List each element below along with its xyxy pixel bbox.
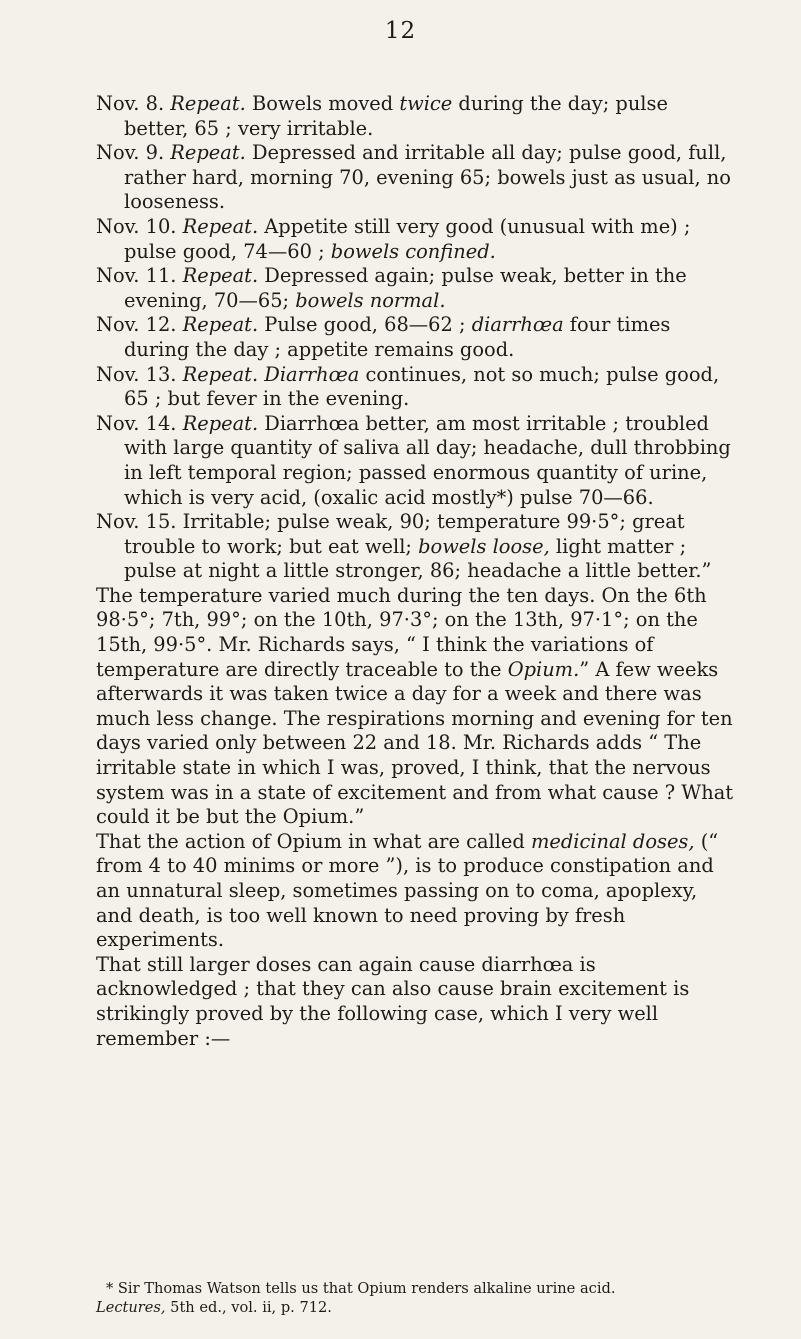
diary-entry-nov-10: Nov. 10. Repeat. Appetite still very good (unusual with me) ; pulse good, 74—60 ; bowels confined. <box>96 214 691 263</box>
diary-entry-nov-12: Nov. 12. Repeat. Pulse good, 68—62 ; diarrhœa four times during the day ; appetite remains good. <box>96 313 671 361</box>
page-number: 12 <box>384 18 417 44</box>
footnote-text: * Sir Thomas Watson tells us that Opium renders alkaline urine acid. <box>106 1280 616 1297</box>
body-text <box>96 92 734 1051</box>
diary-entry-nov-15: Nov. 15. Irritable; pulse weak, 90; temperature 99·5°; great trouble to work; but eat well; bowels loose, light matter ; pulse at night a little stronger, 86; headache a little better.” <box>96 510 712 583</box>
footnote <box>96 1279 736 1317</box>
paragraph-larger-doses: That still larger doses can again cause diarrhœa is acknowledged ; that they can also cause brain excitement is strikingly proved by the following case, which I very well remember :— <box>96 952 690 1050</box>
diary-entry-nov-14: Nov. 14. Repeat. Diarrhœa better, am most irritable ; troubled with large quantity of saliva all day; headache, dull throbbing in left temporal region; passed enormous quantity of urine, which is very acid, (oxalic acid mostly*) pulse 70—66. <box>96 411 731 509</box>
diary-entry-nov-8: Nov. 8. Repeat. Bowels moved twice during the day; pulse better, 65 ; very irritable. <box>96 92 668 140</box>
diary-entry-nov-9: Nov. 9. Repeat. Depressed and irritable all day; pulse good, full, rather hard, morning 70, evening 65; bowels just as usual, no looseness. <box>96 141 731 214</box>
paragraph-medicinal-doses: That the action of Opium in what are called medicinal doses, (“ from 4 to 40 minims or more ”), is to produce constipation and an unnatural sleep, sometimes passing on to coma, apoplexy, and death, is too well known to need proving by fresh experiments. <box>96 829 719 952</box>
diary-entry-nov-13: Nov. 13. Repeat. Diarrhœa continues, not so much; pulse good, 65 ; but fever in the evening. <box>96 362 720 411</box>
footnote-citation: Lectures, 5th ed., vol. ii, p. 712. <box>96 1299 332 1316</box>
diary-entry-nov-11: Nov. 11. Repeat. Depressed again; pulse weak, better in the evening, 70—65; bowels normal. <box>96 264 687 312</box>
paragraph-temperature: The temperature varied much during the ten days. On the 6th 98·5°; 7th, 99°; on the 10th, 97·3°; on the 13th, 97·1°; on the 15th, 99·5°. Mr. Richards says, “ I think the variations of temperature are directly traceable to the Opium.” A few weeks afterwards it was taken twice a day for a week and there was much less change. The respirations morning and evening for ten days varied only between 22 and 18. Mr. Richards adds “ The irritable state in which I was, proved, I think, that the nervous system was in a state of excitement and from what cause ? What could it be but the Opium.” <box>96 583 734 829</box>
